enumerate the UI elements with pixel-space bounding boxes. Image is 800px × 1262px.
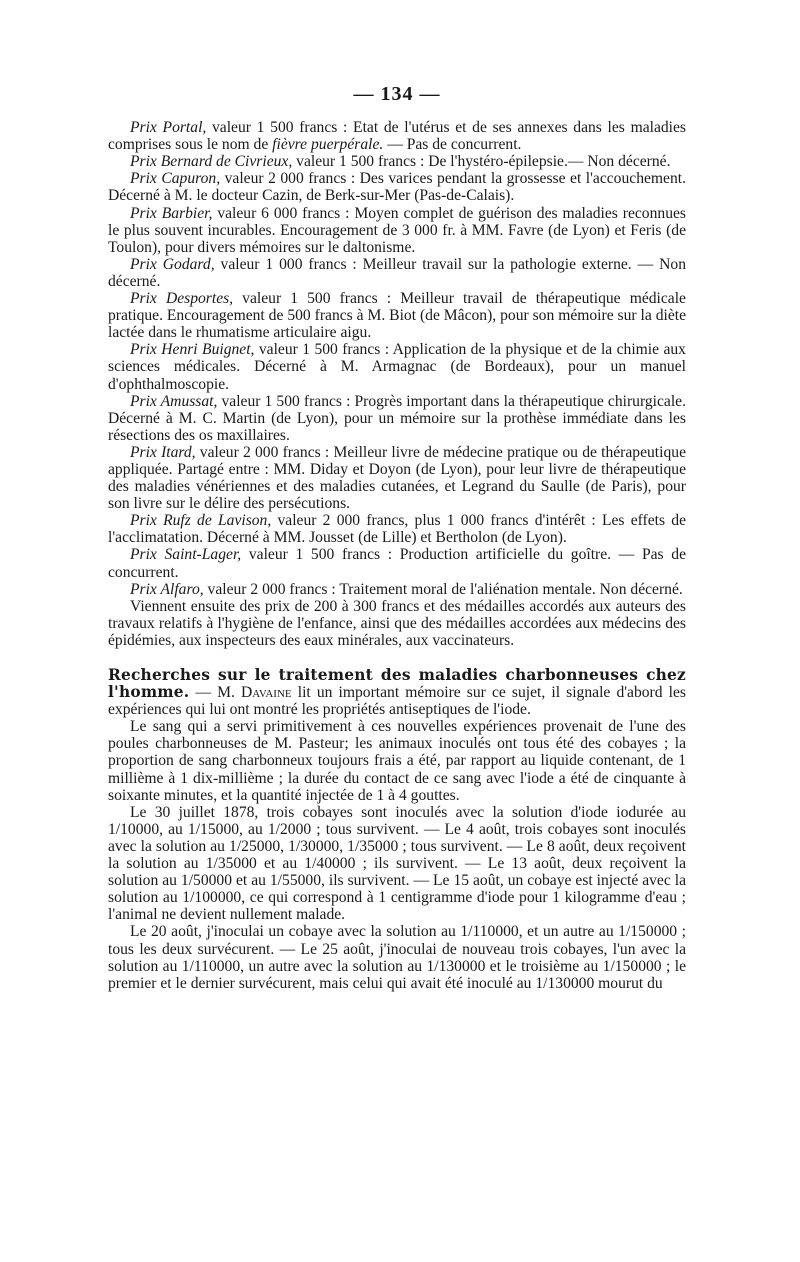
- section-paragraph: Le 20 août, j'inoculai un cobaye avec la solution au 1/110000, et un autre au 1/150000 ; tous les deux survécurent. — Le 25 août, j'inoculai de nouveau trois cobayes, l'un avec la solution au 1/110000, un autre avec la solution au 1/130000 et le troisième au 1/150000 ; le premier et le dernier survécurent, mais celui qui avait été inoculé au 1/130000 mourut du: [108, 923, 686, 992]
- prize-paragraph: [108, 341, 686, 392]
- section-heading: Recherches sur le traitement des maladies charbonneuses chez l'homme.: [108, 666, 686, 702]
- section-intro: [108, 667, 686, 718]
- prize-tail: — Pas de concurrent.: [383, 136, 522, 154]
- prize-name: Prix Rufz de Lavison,: [130, 512, 272, 530]
- prize-name: Prix Bernard de Civrieux,: [130, 153, 293, 171]
- closing-paragraph: Viennent ensuite des prix de 200 à 300 francs et des médailles accordés aux auteurs des travaux relatifs à l'hygiène de l'enfance, ainsi que des médailles accordées aux médecins des épidémies, aux inspecteurs des eaux minérales, aux vaccinateurs.: [108, 597, 686, 649]
- prize-paragraph: [108, 444, 686, 512]
- prize-name: Prix Godard,: [130, 255, 215, 273]
- document-page: [108, 83, 686, 992]
- prize-text: valeur 2 000 francs : Des varices pendant la grossesse et l'accouchement. Décerné à M. le docteur Cazin, de Berk-sur-Mer (Pas-de-Calais).: [108, 170, 686, 205]
- prize-text: valeur 1 500 francs : Production artificielle du goître. — Pas de concurrent.: [108, 546, 686, 581]
- prize-text: valeur 2 000 francs : Traitement moral de l'aliénation mentale. Non décerné.: [203, 580, 683, 598]
- prize-name: Prix Henri Buignet,: [130, 341, 255, 359]
- prize-text: valeur 1 500 francs : Progrès important dans la thérapeutique chirurgicale. Décerné à M. C. Martin (de Lyon), pour un mémoire sur la prothèse immédiate dans les résections des os maxillaires.: [108, 392, 686, 444]
- prize-paragraph: [108, 393, 686, 444]
- prize-paragraph: [108, 119, 686, 153]
- section-intro-text: lit un important mémoire sur ce sujet, il signale d'abord les expériences qui lui ont montré les propriétés antiseptiques de l'iode.: [108, 684, 686, 719]
- prize-text: valeur 1 500 francs : Meilleur travail de thérapeutique médicale pratique. Encouragement de 500 francs à M. Biot (de Mâcon), pour son mémoire sur la diète lactée dans le rhumatisme articulaire aigu.: [108, 290, 686, 342]
- prize-paragraph: [108, 290, 686, 341]
- prize-text: valeur 1 500 francs : Etat de l'utérus et de ses annexes dans les maladies comprises sous le nom de: [108, 119, 686, 154]
- prize-paragraph: [108, 170, 686, 204]
- prize-paragraph: [108, 256, 686, 290]
- prize-name: Prix Alfaro,: [130, 580, 204, 598]
- section-paragraph: Le sang qui a servi primitivement à ces nouvelles expériences provenait de l'une des poules charbonneuses de M. Pasteur; les animaux inoculés ont tous été des cobayes ; la proportion de sang charbonneux toujours frais a été, par rapport au liquide contenant, de 1 millième à 1 dix-millième ; la durée du contact de ce sang avec l'iode a été de cinquante à soixante minutes, et la quantité injectée de 1 à 4 gouttes.: [108, 718, 686, 804]
- prize-emphasis: fièvre puerpérale.: [272, 136, 384, 154]
- prize-text: valeur 2 000 francs, plus 1 000 francs d'intérêt : Les effets de l'acclimatation. Décerné à MM. Jousset (de Lille) et Bertholon (de Lyon).: [108, 512, 686, 547]
- prize-text: valeur 1 500 francs : De l'hystéro-épilepsie.— Non décerné.: [292, 153, 671, 171]
- section-paragraph: Le 30 juillet 1878, trois cobayes sont inoculés avec la solution d'iode iodurée au 1/10000, au 1/15000, au 1/2000 ; tous survivent. — Le 4 août, trois cobayes sont inoculés avec la solution au 1/25000, 1/30000, 1/35000 ; tous survivent. — Le 8 août, deux reçoivent la solution au 1/35000 et au 1/40000 ; ils survivent. — Le 13 août, deux reçoivent la solution au 1/50000 et au 1/55000, ils survivent. — Le 15 août, un cobaye est injecté avec la solution au 1/100000, ce qui correspond à 1 centigramme d'iode pour 1 kilogramme d'eau ; l'animal ne devient nullement malade.: [108, 803, 686, 924]
- prize-name: Prix Saint-Lager,: [130, 546, 242, 564]
- prize-name: Prix Portal,: [130, 119, 207, 137]
- author-name: Davaine: [241, 684, 292, 702]
- prize-paragraph: [108, 546, 686, 580]
- prize-name: Prix Desportes,: [130, 290, 234, 308]
- prize-text: valeur 1 000 francs : Meilleur travail sur la pathologie externe. — Non décerné.: [108, 255, 686, 290]
- prize-name: Prix Capuron,: [130, 170, 221, 188]
- prize-paragraph: [108, 205, 686, 256]
- section-intro-dash: — M.: [189, 684, 242, 702]
- prize-paragraph: [108, 153, 686, 170]
- prize-text: valeur 2 000 francs : Meilleur livre de médecine pratique ou de thérapeutique appliquée. Partagé entre : MM. Diday et Doyon (de Lyon), pour leur livre de thérapeutique des maladies vénériennes et des maladies cutanées, et Legrand du Saulle (de Paris), pour son livre sur le délire des persécutions.: [108, 443, 686, 513]
- prize-paragraph: [108, 581, 686, 598]
- prize-text: valeur 6 000 francs : Moyen complet de guérison des maladies reconnues le plus souvent incurables. Encouragement de 3 000 fr. à MM. Favre (de Lyon) et Feris (de Toulon), pour divers mémoires sur le daltonisme.: [108, 204, 686, 256]
- prize-name: Prix Amussat,: [130, 392, 218, 410]
- prize-name: Prix Barbier,: [130, 204, 213, 222]
- prize-text: valeur 1 500 francs : Application de la physique et de la chimie aux sciences médicales. Décerné à M. Armagnac (de Bordeaux), pour un manuel d'ophthalmoscopie.: [108, 341, 686, 393]
- prize-paragraph: [108, 512, 686, 546]
- page-number: — 134 —: [353, 83, 441, 105]
- prize-list: [108, 119, 686, 598]
- prize-name: Prix Itard,: [130, 443, 196, 461]
